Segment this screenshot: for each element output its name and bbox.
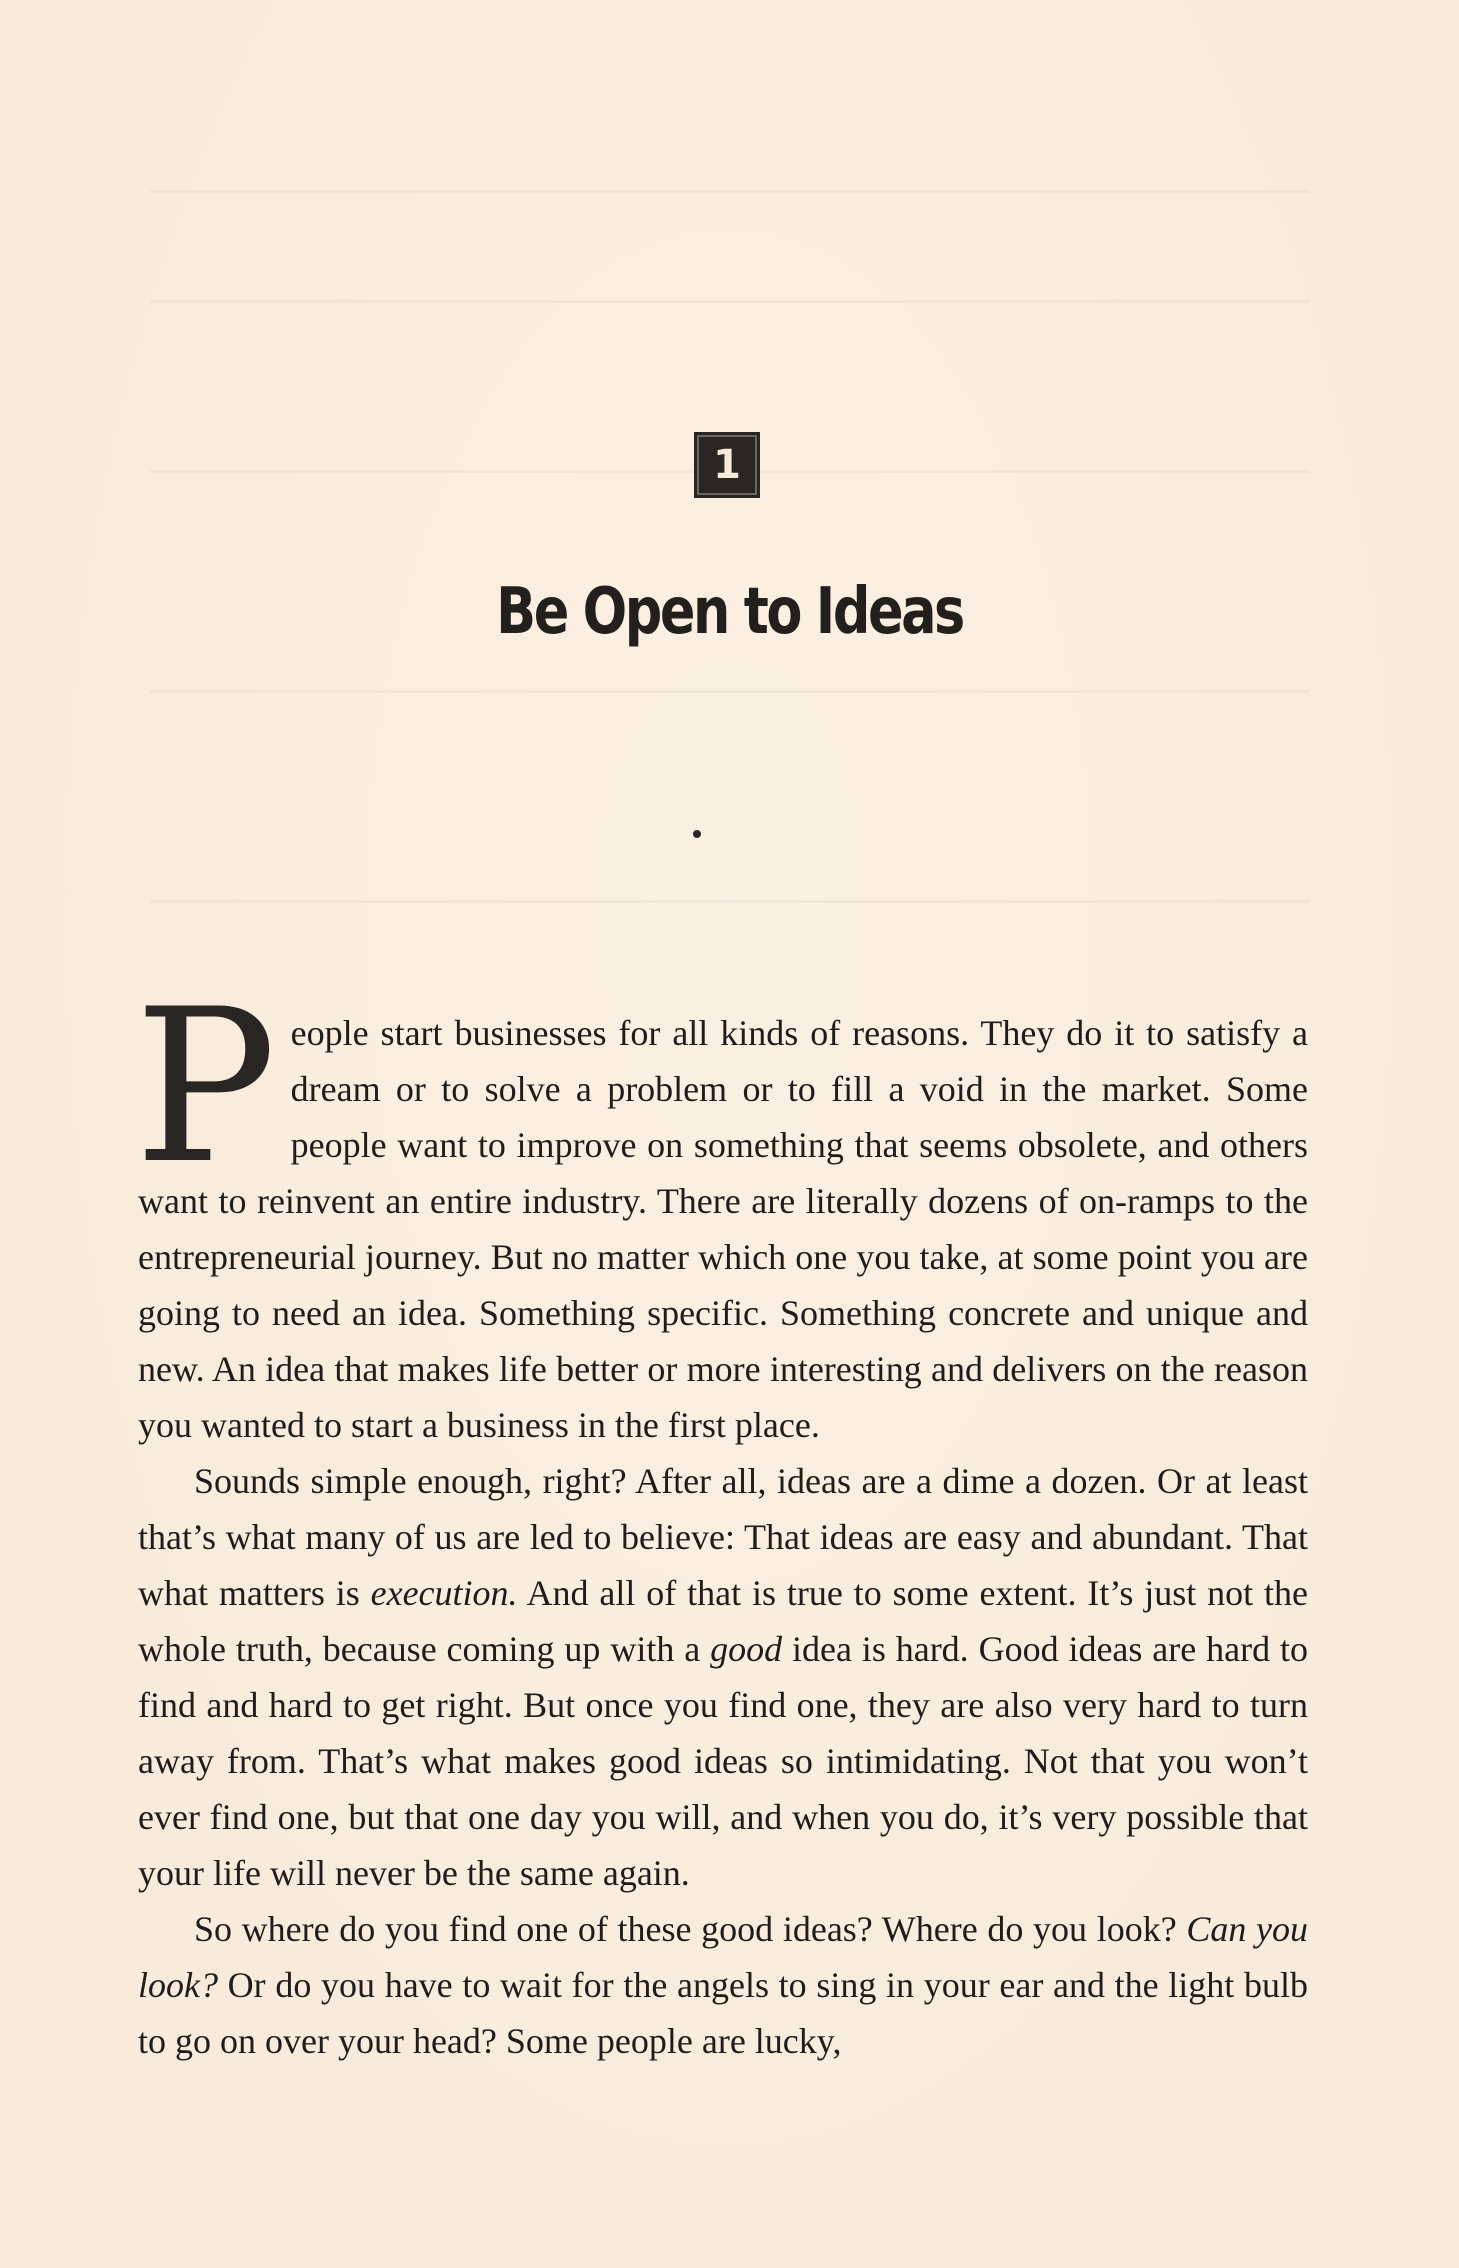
paragraph-text: idea is hard. Good ideas are hard to find and hard to get right. But once you find one, they are also very hard to turn away from. That’s what makes good ideas so intimidating. Not that you won’t ever find one, but that one day you will, and when you do, it’s very possible that your life will never be the same again.	[138, 1629, 1308, 1893]
ornament-dot	[693, 830, 701, 838]
bleed-through-mark	[150, 300, 1310, 303]
paragraph	[138, 1901, 1308, 2069]
bleed-through-mark	[150, 190, 1310, 193]
paragraph-text: So where do you find one of these good ideas? Where do you look?	[194, 1909, 1187, 1949]
drop-cap: P	[134, 963, 277, 1210]
bleed-through-mark	[150, 900, 1310, 903]
paragraph	[134, 963, 1308, 1453]
body-text	[134, 963, 1308, 2069]
paragraph-text: Sounds simple enough, right? After all, ideas are a dime a dozen. Or at least that’s what many of us are led to believe: That ideas are easy and abundant. That what matters is	[138, 1461, 1308, 1613]
emphasis-text: good	[710, 1629, 783, 1669]
chapter-number-badge: 1	[694, 432, 760, 498]
paragraph-text: eople start businesses for all kinds of reasons. They do it to satisfy a dream or to solve a problem or to fill a void in the market. Some people want to improve on something that seems obsolete, and others want to reinvent an entire industry. There are literally dozens of on-ramps to the entrepreneurial journey. But no matter which one you take, at some point you are going to need an idea. Something specific. Something concrete and unique and new. An idea that makes life better or more interesting and delivers on the reason you wanted to start a business in the first place.	[138, 1013, 1308, 1445]
emphasis-text: execution.	[370, 1573, 518, 1613]
paragraph-text: Or do you have to wait for the angels to sing in your ear and the light bulb to go on over your head? Some people are lucky,	[138, 1965, 1308, 2061]
paragraph-text: And all of that is true to some extent. It’s just not the whole truth, because coming up with a	[138, 1573, 1308, 1669]
chapter-title: Be Open to Ideas	[496, 575, 963, 649]
bleed-through-mark	[150, 690, 1310, 693]
paragraph	[138, 1453, 1308, 1901]
emphasis-text: Can you look?	[138, 1909, 1308, 2005]
